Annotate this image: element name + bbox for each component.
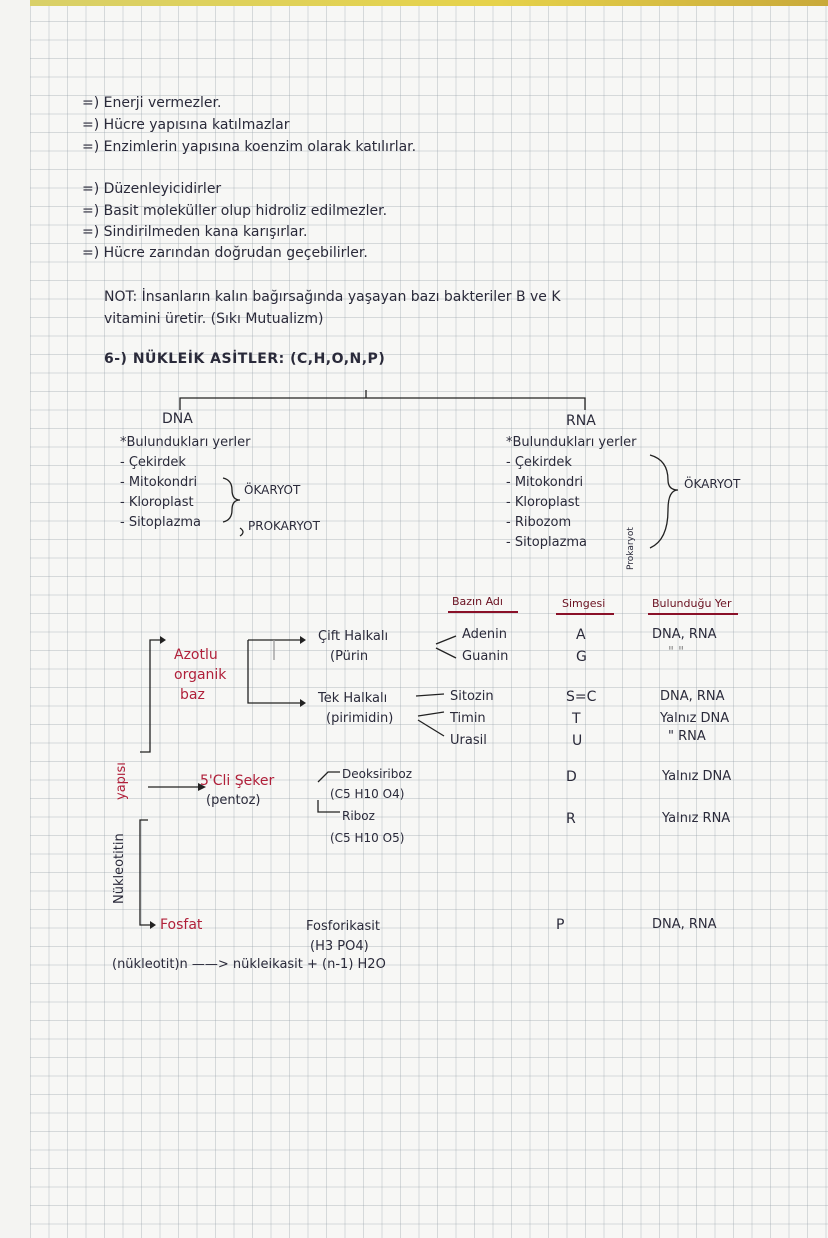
- seker-label: 5'Cli Şeker: [200, 773, 275, 789]
- note-line-5: =) Basit moleküller olup hidroliz edilmezler.: [82, 203, 388, 219]
- base-location-5: " RNA: [668, 729, 706, 744]
- phosphate-symbol: P: [556, 917, 565, 933]
- nukleotit-label: Nükleotitin: [112, 833, 127, 904]
- base-name-1: Adenin: [462, 627, 508, 642]
- riboz-formula: (C5 H10 O5): [330, 831, 405, 845]
- phosphate-location: DNA, RNA: [652, 917, 717, 932]
- azotlu-label-3: baz: [180, 687, 205, 703]
- base-symbol-1: A: [576, 627, 586, 643]
- cift-halkali-label: Çift Halkalı: [318, 629, 389, 644]
- pentoz-label: (pentoz): [206, 793, 261, 808]
- base-location-4: Yalnız DNA: [660, 711, 730, 726]
- section-title: 6-) NÜKLEİK ASİTLER: (C,H,O,N,P): [104, 351, 386, 367]
- yapisi-label: yapısı: [114, 762, 129, 800]
- rna-item-2: - Mitokondri: [506, 475, 584, 490]
- dna-prokaryot-label: PROKARYOT: [248, 519, 320, 533]
- pirimidin-label: (pirimidin): [326, 711, 394, 726]
- dna-item-2: - Mitokondri: [120, 475, 198, 490]
- base-location-3: DNA, RNA: [660, 689, 725, 704]
- col-header-base: Bazın Adı: [452, 595, 503, 608]
- sugar-symbol-r: R: [566, 811, 576, 827]
- base-location-2: " ": [668, 645, 685, 660]
- dna-item-4: - Sitoplazma: [120, 515, 202, 530]
- azotlu-label-2: organik: [174, 667, 227, 683]
- fosfat-label: Fosfat: [160, 917, 203, 933]
- rna-item-4: - Ribozom: [506, 515, 572, 530]
- dna-okaryot-label: ÖKARYOT: [244, 483, 301, 497]
- base-symbol-4: T: [572, 711, 581, 727]
- col-header-symbol-underline: [556, 613, 614, 615]
- col-header-symbol: Simgesi: [562, 597, 606, 610]
- base-name-4: Timin: [450, 711, 486, 726]
- dna-found-label: *Bulundukları yerler: [120, 435, 251, 450]
- rna-item-5: - Sitoplazma: [506, 535, 588, 550]
- note-line-3: =) Enzimlerin yapısına koenzim olarak katılırlar.: [82, 139, 417, 155]
- rna-prokaryot-label: Prokaryot: [626, 527, 636, 570]
- note-not-line-1: NOT: İnsanların kalın bağırsağında yaşayan bazı bakteriler B ve K: [104, 289, 561, 305]
- fosforik-label: Fosforikasit: [306, 919, 380, 934]
- rna-heading: RNA: [566, 413, 596, 429]
- rna-item-1: - Çekirdek: [506, 455, 572, 470]
- sugar-location-d: Yalnız DNA: [662, 769, 732, 784]
- col-header-location: Bulunduğu Yer: [652, 597, 732, 610]
- note-line-7: =) Hücre zarından doğrudan geçebilirler.: [82, 245, 368, 261]
- note-line-6: =) Sindirilmeden kana karışırlar.: [82, 224, 308, 240]
- note-not-line-2: vitamini üretir. (Sıkı Mutualizm): [104, 311, 324, 327]
- purin-label: (Pürin: [330, 649, 369, 664]
- tek-halkali-label: Tek Halkalı: [318, 691, 388, 706]
- note-line-2: =) Hücre yapısına katılmazlar: [82, 117, 290, 133]
- dna-item-3: - Kloroplast: [120, 495, 194, 510]
- rna-okaryot-label: ÖKARYOT: [684, 477, 741, 491]
- riboz-label: Riboz: [342, 809, 375, 823]
- fosforik-formula: (H3 PO4): [310, 939, 369, 954]
- azotlu-label-1: Azotlu: [174, 647, 218, 663]
- sugar-location-r: Yalnız RNA: [662, 811, 731, 826]
- dna-item-1: - Çekirdek: [120, 455, 186, 470]
- dna-heading: DNA: [162, 411, 193, 427]
- polymer-formula: (nükleotit)n ——> nükleikasit + (n-1) H2O: [112, 957, 386, 972]
- deoksiriboz-label: Deoksiriboz: [342, 767, 413, 781]
- base-name-5: Urasil: [450, 733, 487, 748]
- base-symbol-5: U: [572, 733, 583, 749]
- deoksiriboz-formula: (C5 H10 O4): [330, 787, 405, 801]
- note-line-1: =) Enerji vermezler.: [82, 95, 222, 111]
- base-symbol-3: S=C: [566, 689, 597, 705]
- note-line-4: =) Düzenleyicidirler: [82, 181, 222, 197]
- rna-found-label: *Bulundukları yerler: [506, 435, 637, 450]
- col-header-location-underline: [648, 613, 738, 615]
- sugar-symbol-d: D: [566, 769, 577, 785]
- base-location-1: DNA, RNA: [652, 627, 717, 642]
- base-name-2: Guanin: [462, 649, 509, 664]
- base-symbol-2: G: [576, 649, 587, 665]
- rna-item-3: - Kloroplast: [506, 495, 580, 510]
- base-name-3: Sitozin: [450, 689, 494, 704]
- col-header-base-underline: [448, 611, 518, 613]
